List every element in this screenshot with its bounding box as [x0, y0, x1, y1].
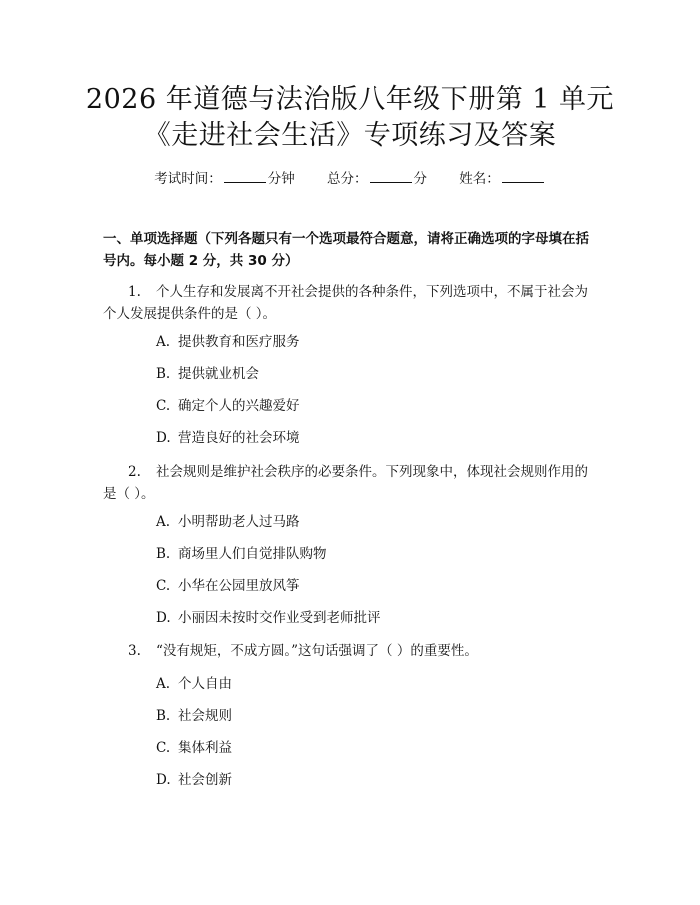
question-2-option-d: [156, 608, 596, 628]
exam-time-field: [154, 168, 295, 189]
option-letter: D.: [156, 430, 171, 446]
option-letter: A.: [156, 676, 171, 692]
question-3-option-d: [156, 770, 596, 790]
question-2-option-a: [156, 512, 596, 532]
option-letter: C.: [156, 398, 171, 414]
option-letter: B.: [156, 708, 171, 724]
option-letter: B.: [156, 366, 171, 382]
student-name-blank: [502, 168, 544, 183]
student-name-label: 姓名：: [459, 171, 500, 187]
option-letter: C.: [156, 578, 171, 594]
question-1-option-b: [156, 364, 596, 384]
option-text: 社会规则: [178, 708, 232, 724]
student-name-field: [459, 168, 546, 189]
total-score-label: 总分：: [327, 171, 368, 187]
question-1-option-a: [156, 332, 596, 352]
question-number: 2.: [128, 464, 141, 480]
exam-meta-line: [0, 168, 700, 189]
question-2-option-c: [156, 576, 596, 596]
option-text: 个人自由: [178, 676, 232, 692]
question-3: [103, 640, 600, 662]
question-text: 个人生存和发展离不开社会提供的各种条件，下列选项中，不属于社会为个人发展提供条件的是（ ）。: [103, 284, 588, 322]
option-letter: C.: [156, 740, 171, 756]
question-1: [103, 281, 600, 325]
question-3-option-a: [156, 674, 596, 694]
option-text: 确定个人的兴趣爱好: [178, 398, 300, 414]
option-text: 商场里人们自觉排队购物: [178, 546, 327, 562]
option-text: 提供就业机会: [178, 366, 259, 382]
document-title-line-1: 2026 年道德与法治版八年级下册第 1 单元: [85, 84, 615, 115]
exam-time-label: 考试时间：: [154, 171, 222, 187]
question-1-option-c: [156, 396, 596, 416]
option-letter: A.: [156, 334, 171, 350]
section-heading-single-choice: 一、单项选择题（下列各题只有一个选项最符合题意，请将正确选项的字母填在括号内。每小题 2 分，共 30 分）: [103, 231, 589, 269]
option-text: 社会创新: [178, 772, 232, 788]
option-letter: B.: [156, 546, 171, 562]
document-title-line-2: 《走进社会生活》专项练习及答案: [143, 120, 557, 151]
option-letter: D.: [156, 610, 171, 626]
exam-time-blank: [224, 168, 266, 183]
option-text: 小明帮助老人过马路: [178, 514, 300, 530]
question-text: “没有规矩，不成方圆。”这句话强调了（ ）的重要性。: [156, 643, 478, 659]
question-1-option-d: [156, 428, 596, 448]
option-text: 小丽因未按时交作业受到老师批评: [178, 610, 381, 626]
question-3-option-b: [156, 706, 596, 726]
total-score-field: [327, 168, 427, 189]
option-text: 小华在公园里放风筝: [178, 578, 300, 594]
question-2: [103, 461, 600, 505]
question-number: 1.: [128, 284, 141, 300]
option-letter: A.: [156, 514, 171, 530]
question-3-option-c: [156, 738, 596, 758]
question-2-option-b: [156, 544, 596, 564]
question-number: 3.: [128, 643, 141, 659]
option-text: 提供教育和医疗服务: [178, 334, 300, 350]
total-score-blank: [370, 168, 412, 183]
option-text: 集体利益: [178, 740, 232, 756]
total-score-unit: 分: [413, 171, 427, 187]
option-text: 营造良好的社会环境: [178, 430, 300, 446]
option-letter: D.: [156, 772, 171, 788]
exam-time-unit: 分钟: [267, 171, 295, 187]
question-text: 社会规则是维护社会秩序的必要条件。下列现象中，体现社会规则作用的是（ ）。: [103, 464, 588, 502]
